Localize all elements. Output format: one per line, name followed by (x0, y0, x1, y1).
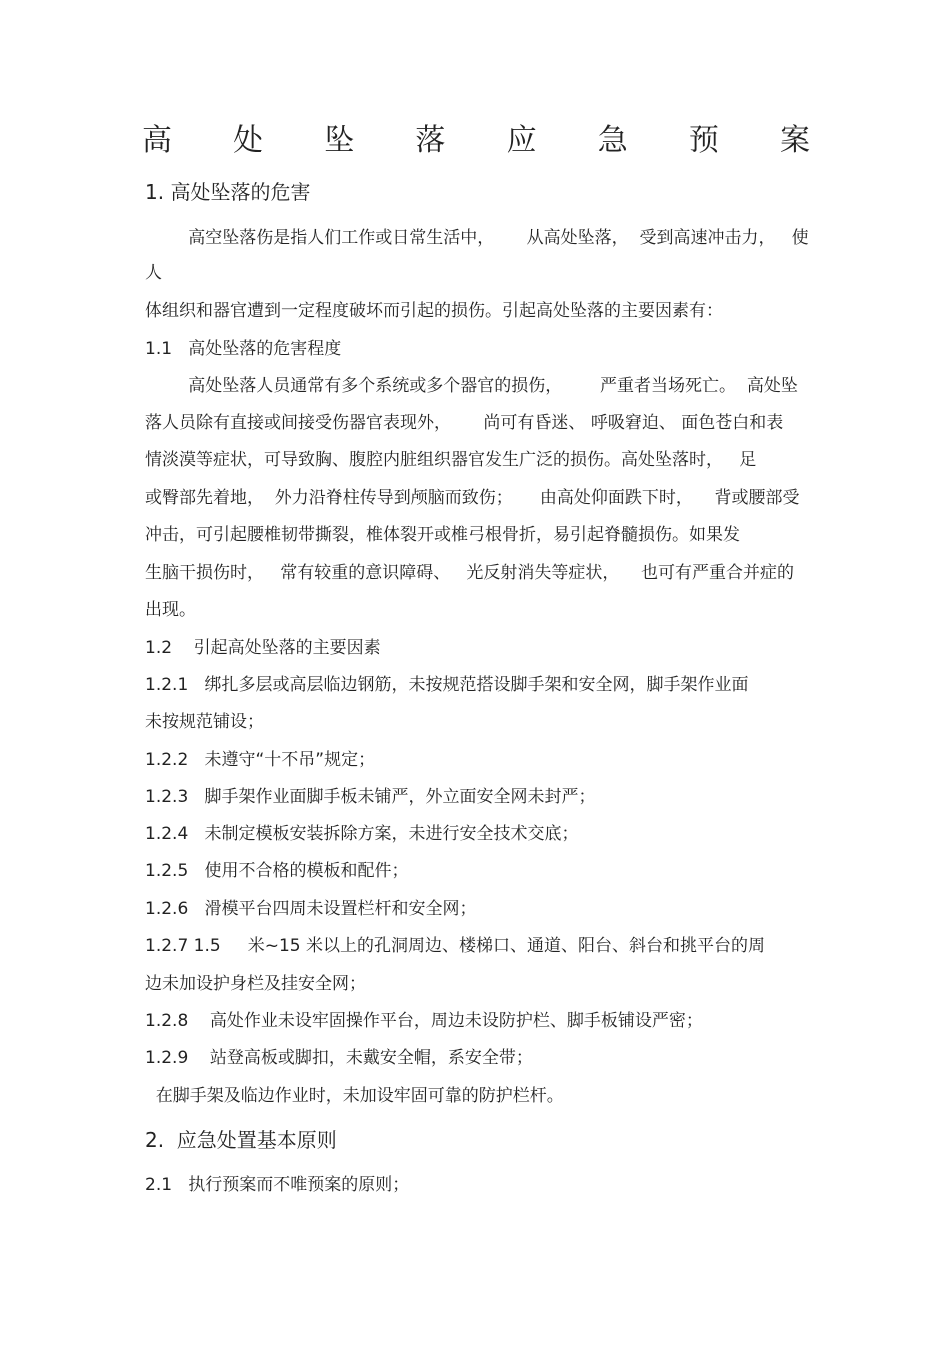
body-line: 边未加设护身栏及挂安全网； (145, 974, 366, 994)
subsection-heading: 1.2 引起高处坠落的主要因素 (145, 638, 381, 658)
list-item: 1.2.2 未遵守“十不吊”规定； (145, 750, 376, 770)
list-item: 1.2.9 站登高板或脚扣，未戴安全帽，系安全带； (145, 1048, 533, 1068)
body-line: 在脚手架及临边作业时，未加设牢固可靠的防护栏杆。 (145, 1086, 564, 1106)
title-char: 案 (779, 123, 810, 158)
body-line: 体组织和器官遭到一定程度破坏而引起的损伤。引起高处坠落的主要因素有： (145, 301, 723, 321)
list-item: 1.2.5 使用不合格的模板和配件； (145, 861, 409, 881)
list-item: 1.2.8 高处作业未设牢固操作平台，周边未设防护栏、脚手板铺设严密； (145, 1011, 703, 1031)
body-line: 高空坠落伤是指人们工作或日常生活中， 从高处坠落， 受到高速冲击力， 使 (145, 228, 809, 248)
body-line: 未按规范铺设； (145, 712, 264, 732)
list-item: 1.2.4 未制定模板安装拆除方案，未进行安全技术交底； (145, 824, 579, 844)
title-char: 应 (506, 123, 537, 158)
body-line: 落人员除有直接或间接受伤器官表现外， 尚可有昏迷、 呼吸窘迫、 面色苍白和表 (145, 413, 784, 433)
body-line: 生脑干损伤时， 常有较重的意识障碍、 光反射消失等症状， 也可有严重合并症的 (145, 563, 795, 583)
body-line: 冲击，可引起腰椎韧带撕裂，椎体裂开或椎弓根骨折，易引起脊髓损伤。如果发 (145, 525, 740, 545)
list-item: 1.2.6 滑模平台四周未设置栏杆和安全网； (145, 899, 477, 919)
title-char: 落 (415, 123, 446, 158)
title-char: 急 (597, 123, 628, 158)
body-line: 高处坠落人员通常有多个系统或多个器官的损伤， 严重者当场死亡。 高处坠 (145, 376, 798, 396)
subsection-heading: 2.1 执行预案而不唯预案的原则； (145, 1175, 410, 1195)
title-char: 高 (142, 123, 172, 158)
body-line: 出现。 (145, 600, 196, 620)
list-item: 1.2.1 绑扎多层或高层临边钢筋，未按规范搭设脚手架和安全网，脚手架作业面 (145, 675, 749, 695)
body-line: 或臀部先着地， 外力沿脊柱传导到颅脑而致伤； 由高处仰面跌下时， 背或腰部受 (145, 488, 800, 508)
body-line: 人 (145, 263, 162, 283)
title-char: 处 (233, 123, 264, 158)
section-heading: 2. 应急处置基本原则 (145, 1128, 337, 1152)
title-char: 预 (688, 123, 719, 158)
document-title (142, 122, 810, 160)
title-char: 坠 (324, 123, 355, 158)
body-line: 情淡漠等症状，可导致胸、腹腔内脏组织器官发生广泛的损伤。高处坠落时， 足 (145, 450, 757, 470)
subsection-heading: 1.1 高处坠落的危害程度 (145, 339, 342, 359)
list-item: 1.2.7 1.5 米~15 米以上的孔洞周边、楼梯口、通道、阳台、斜台和挑平台的周 (145, 936, 765, 956)
list-item: 1.2.3 脚手架作业面脚手板未铺严，外立面安全网未封严； (145, 787, 596, 807)
section-heading: 1. 高处坠落的危害 (145, 180, 311, 204)
